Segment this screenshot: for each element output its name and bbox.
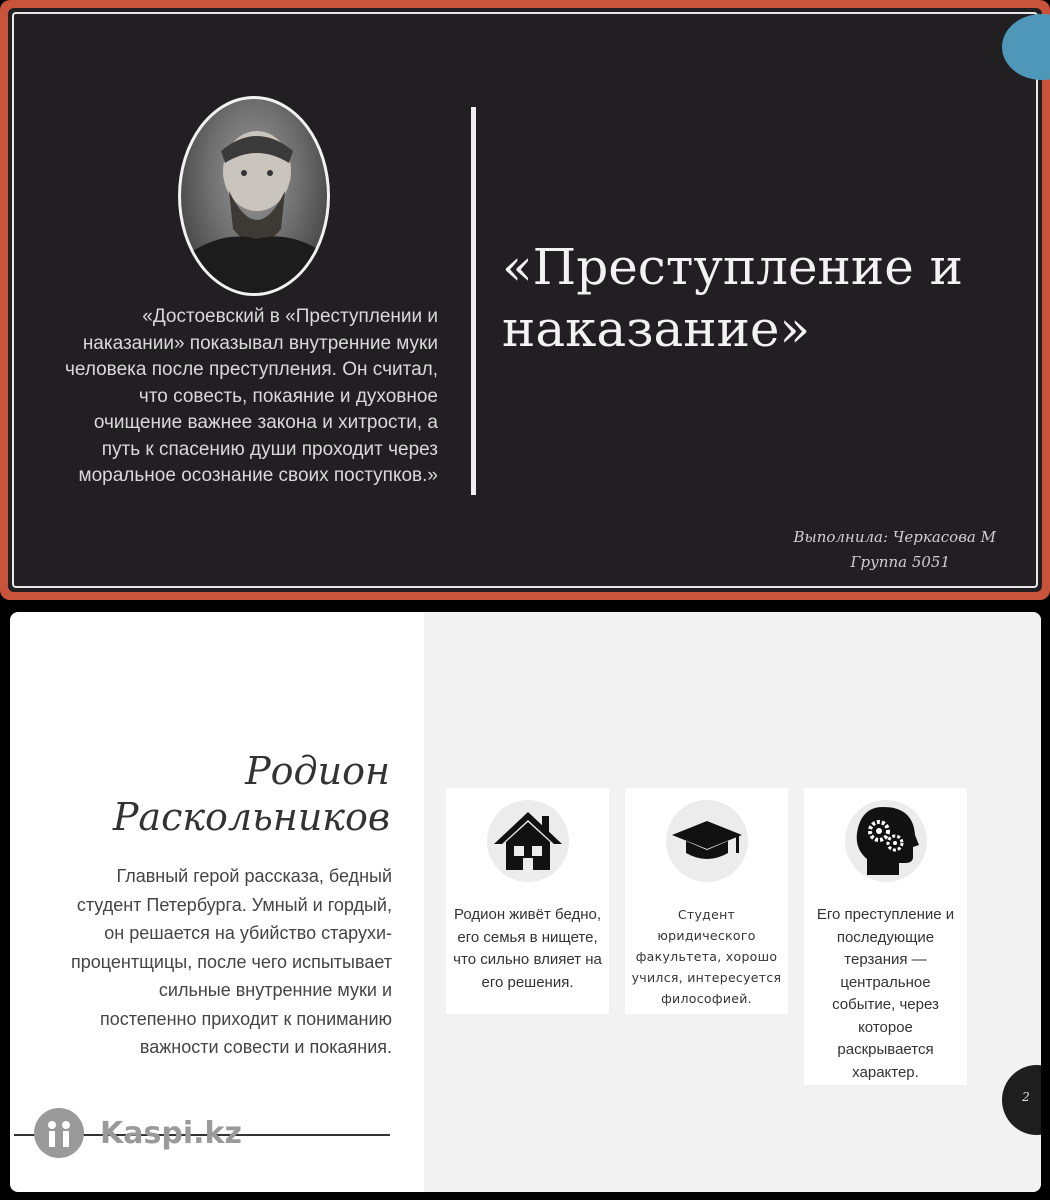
kaspi-watermark (34, 1108, 242, 1158)
info-card-character (804, 788, 967, 1085)
dostoevsky-quote: «Достоевский в «Преступлении и наказании» показывал внутренние муки человека после преступления. Он считал, что совесть, покаяние и духовное очищение важнее закона и хитрости, а путь к спасению души проходит через моральное осознание своих поступков.» (64, 306, 438, 486)
kaspi-logo-icon (34, 1108, 84, 1158)
head-gears-icon (853, 805, 919, 877)
author-name: Выполнила: Черкасова М (793, 528, 996, 546)
character-slide (10, 612, 1041, 1192)
vertical-divider (471, 107, 476, 495)
card-text: Студент юридического факультета, хорошо учился, интересуется философией. (631, 907, 782, 1006)
card-text: Родион живёт бедно, его семья в нищете, что сильно влияет на его решения. (453, 906, 602, 991)
graduation-cap-icon (670, 819, 744, 863)
watermark-text: Kaspi.kz (100, 1115, 242, 1151)
info-card-poverty (446, 788, 609, 1014)
presentation-title: «Преступление и наказание» (502, 238, 964, 358)
dostoevsky-portrait (178, 96, 330, 296)
info-card-student (625, 788, 788, 1014)
page-number: 2 (1022, 1090, 1030, 1104)
portrait-image (181, 99, 330, 296)
card-text: Его преступление и последующие терзания — центральное событие, через которое раскрывается характер. (816, 906, 955, 1081)
house-icon (492, 810, 564, 872)
character-description: Главный герой рассказа, бедный студент Петербурга. Умный и гордый, он решается на убийство старухи-процентщицы, после чего испытывает сильные внутренние муки и постепенно приходит к пониманию важности совести и покаяния. (71, 866, 392, 1057)
group-number: Группа 5051 (850, 553, 950, 571)
author-info (760, 525, 996, 575)
character-name: Родион Раскольников (112, 749, 390, 839)
